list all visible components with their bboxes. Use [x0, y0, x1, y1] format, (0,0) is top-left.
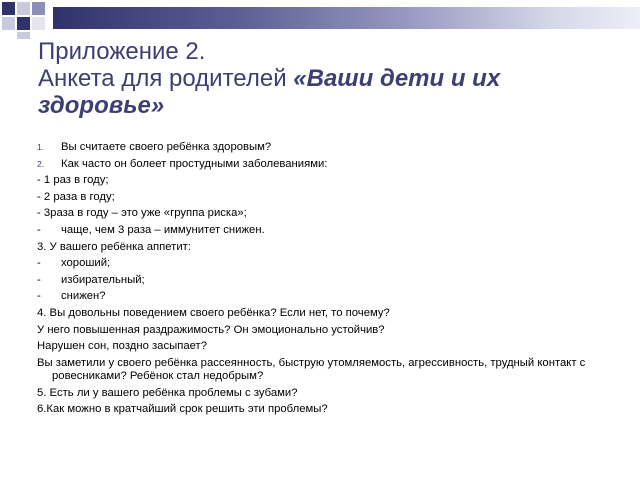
list-item-text: чаще, чем 3 раза – иммунитет снижен.: [61, 223, 265, 236]
title-line-2: [38, 65, 618, 119]
list-item: [37, 357, 622, 384]
title-plain: Анкета для родителей: [38, 65, 294, 92]
title-line-1: Приложение 2.: [38, 38, 206, 65]
decor-square: [2, 2, 15, 15]
list-item-text: Как часто он болеет простудными заболеваниями:: [61, 157, 328, 170]
decor-square: [17, 2, 30, 15]
list-item-text: хороший;: [61, 257, 111, 270]
list-item: [37, 158, 622, 171]
list-item: [37, 174, 622, 187]
list-marker: -: [37, 290, 41, 303]
list-item-text: 3. У вашего ребёнка аппетит:: [37, 240, 191, 253]
list-item-text: У него повышенная раздражимость? Он эмоционально устойчив?: [37, 323, 385, 336]
list-item: [37, 257, 622, 270]
list-item: [37, 207, 622, 220]
decor-square: [17, 17, 30, 30]
title-emphasis: «Ваши дети и их здоровье»: [38, 65, 501, 119]
list-item: [37, 224, 622, 237]
list-item-text: - 1 раз в году;: [37, 174, 109, 187]
list-item-text: - 2 раза в году;: [37, 190, 115, 203]
slide-title: [38, 38, 618, 119]
list-item: [37, 274, 622, 287]
decor-square: [32, 2, 45, 15]
list-item: [37, 307, 622, 320]
list-item: [37, 290, 622, 303]
list-item: [37, 340, 622, 353]
list-marker: -: [37, 257, 41, 270]
list-item-text: избирательный;: [61, 273, 145, 286]
list-item: [37, 324, 622, 337]
list-item-text: Вы считаете своего ребёнка здоровым?: [61, 141, 272, 153]
list-item-text: 4. Вы довольны поведением своего ребёнка? Если нет, то почему?: [37, 306, 390, 319]
list-item: [37, 387, 622, 400]
decor-square: [2, 17, 15, 30]
list-marker: -: [37, 273, 41, 286]
header-gradient-bar: [53, 7, 640, 29]
list-item-text: 5. Есть ли у вашего ребёнка проблемы с зубами?: [37, 386, 298, 399]
list-marker: -: [37, 223, 41, 236]
header-decoration: [0, 0, 640, 40]
list-item-text: 6.Как можно в кратчайший срок решить эти проблемы?: [37, 403, 328, 416]
decor-square: [17, 32, 30, 39]
list-item: [37, 141, 622, 154]
list-item: [37, 403, 622, 416]
list-item: [37, 191, 622, 204]
list-item-text: Нарушен сон, поздно засыпает?: [37, 340, 207, 353]
list-marker: 2.: [37, 158, 45, 169]
decor-square: [32, 17, 45, 30]
list-item-text: Вы заметили у своего ребёнка рассеянность, быструю утомляемость, агрессивность, трудный контакт с ровесниками? Ребёнок стал недобрым?: [37, 356, 586, 383]
list-marker: 1.: [37, 142, 45, 152]
list-item-text: - 3раза в году – это уже «группа риска»;: [37, 207, 247, 220]
questionnaire-body: [37, 141, 622, 420]
list-item-text: снижен?: [61, 290, 106, 303]
list-item: [37, 241, 622, 254]
